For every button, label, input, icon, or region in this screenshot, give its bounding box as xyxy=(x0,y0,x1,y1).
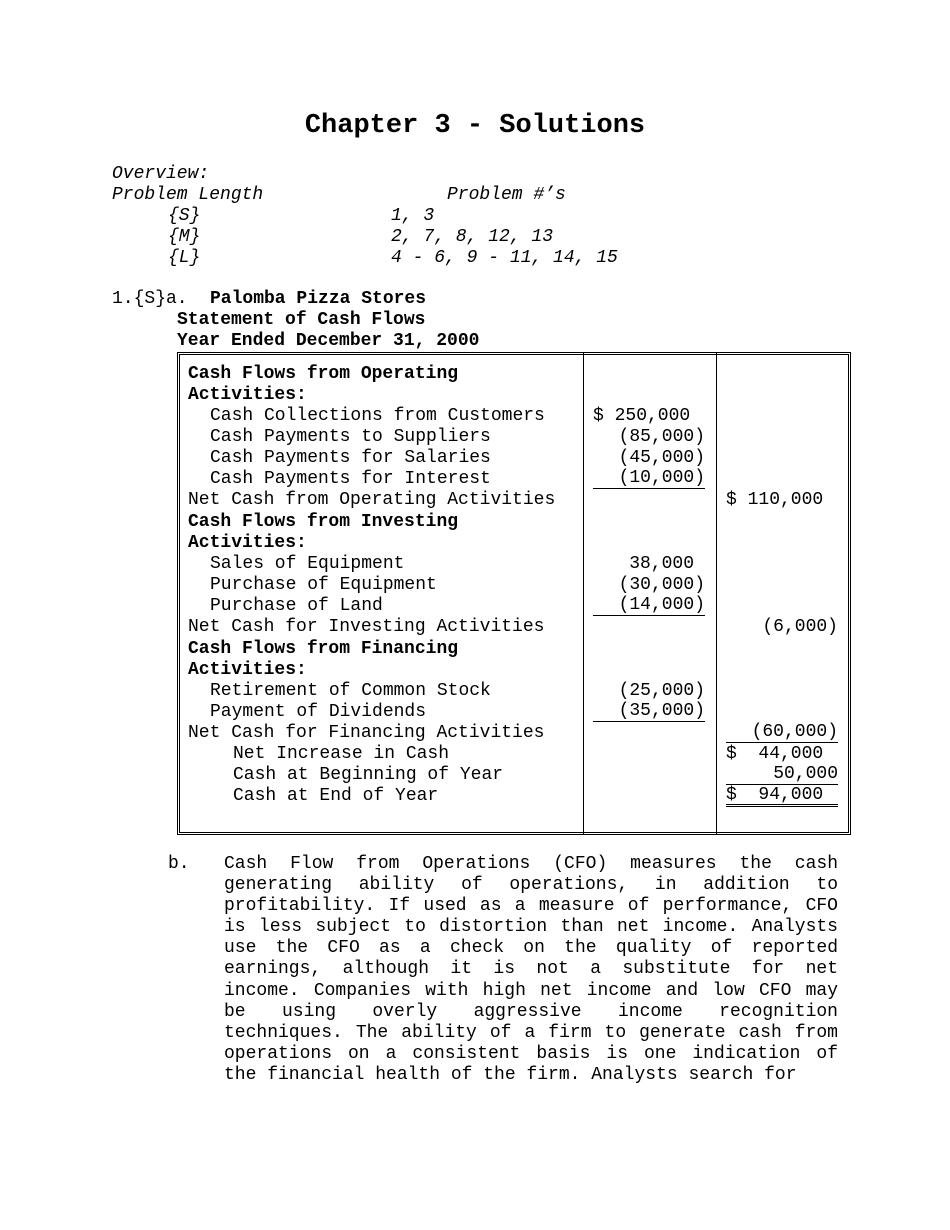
line-item-label: Cash Payments for Interest xyxy=(210,469,491,489)
net-increase-amount: $ 44,000 xyxy=(726,744,824,764)
line-item-amount: (14,000) xyxy=(593,596,705,616)
net-investing-amount: (6,000) xyxy=(762,617,838,637)
overview-length-header: Problem Length xyxy=(112,185,264,205)
investing-header-cont: Activities: xyxy=(188,533,307,553)
financing-header: Cash Flows from Financing xyxy=(188,639,459,659)
beginning-cash-label: Cash at Beginning of Year xyxy=(233,765,504,785)
page-title: Chapter 3 - Solutions xyxy=(304,111,646,141)
net-operating-amount: $ 110,000 xyxy=(726,490,824,510)
line-item-label: Retirement of Common Stock xyxy=(210,681,491,701)
overview-length-l: {L} xyxy=(168,248,201,268)
net-increase-label: Net Increase in Cash xyxy=(233,744,450,764)
statement-title: Statement of Cash Flows xyxy=(177,310,426,330)
line-item-amount: (25,000) xyxy=(618,681,705,701)
line-item-amount: (45,000) xyxy=(618,448,705,468)
column-divider-1 xyxy=(583,352,584,835)
part-b-paragraph: Cash Flow from Operations (CFO) measures the cash generating ability of operations, in addition to profitability. If used as a measure of performance, CFO is less subject to distortion than net income. Analysts use the CFO as a check on the quality of reported earnings, although it is not a substitute for net income. Companies with high net income and low CFO may be using overly aggressive income recognition techniques. The ability of a firm to generate cash from operations on a consistent basis is one indication of the financial health of the firm. Analysts search for xyxy=(224,854,838,1085)
beginning-cash-amount: 50,000 xyxy=(726,765,838,785)
line-item-amount: (30,000) xyxy=(618,575,705,595)
line-item-label: Cash Payments to Suppliers xyxy=(210,427,491,447)
line-item-amount: (10,000) xyxy=(593,469,705,489)
line-item-label: Purchase of Equipment xyxy=(210,575,437,595)
investing-header: Cash Flows from Investing xyxy=(188,512,459,532)
line-item-label: Payment of Dividends xyxy=(210,702,427,722)
line-item-label: Sales of Equipment xyxy=(210,554,405,574)
line-item-label: Cash Payments for Salaries xyxy=(210,448,491,468)
net-financing-amount: (60,000) xyxy=(726,723,838,743)
line-item-amount: (85,000) xyxy=(618,427,705,447)
line-item-label: Cash Collections from Customers xyxy=(210,406,545,426)
operating-header-cont: Activities: xyxy=(188,385,307,405)
overview-problems-m: 2, 7, 8, 12, 13 xyxy=(391,227,554,247)
overview-problems-header: Problem #’s xyxy=(447,185,566,205)
ending-cash-amount: $ 94,000 xyxy=(726,786,838,807)
line-item-label: Purchase of Land xyxy=(210,596,383,616)
net-operating-label: Net Cash from Operating Activities xyxy=(188,490,556,510)
overview-problems-l: 4 - 6, 9 - 11, 14, 15 xyxy=(391,248,618,268)
overview-problems-s: 1, 3 xyxy=(391,206,435,226)
overview-length-m: {M} xyxy=(168,227,201,247)
statement-period: Year Ended December 31, 2000 xyxy=(177,331,480,351)
company-name: Palomba Pizza Stores xyxy=(210,289,427,309)
overview-label: Overview: xyxy=(112,164,210,184)
overview-length-s: {S} xyxy=(168,206,201,226)
line-item-amount: $ 250,000 xyxy=(593,406,691,426)
operating-header: Cash Flows from Operating xyxy=(188,364,459,384)
net-investing-label: Net Cash for Investing Activities xyxy=(188,617,545,637)
line-item-amount: (35,000) xyxy=(593,702,705,722)
net-financing-label: Net Cash for Financing Activities xyxy=(188,723,545,743)
part-b-marker: b. xyxy=(168,854,190,874)
column-divider-2 xyxy=(716,352,717,835)
line-item-amount: 38,000 xyxy=(629,554,694,574)
ending-cash-label: Cash at End of Year xyxy=(233,786,439,806)
problem-number: 1.{S}a. xyxy=(112,289,188,309)
financing-header-cont: Activities: xyxy=(188,660,307,680)
